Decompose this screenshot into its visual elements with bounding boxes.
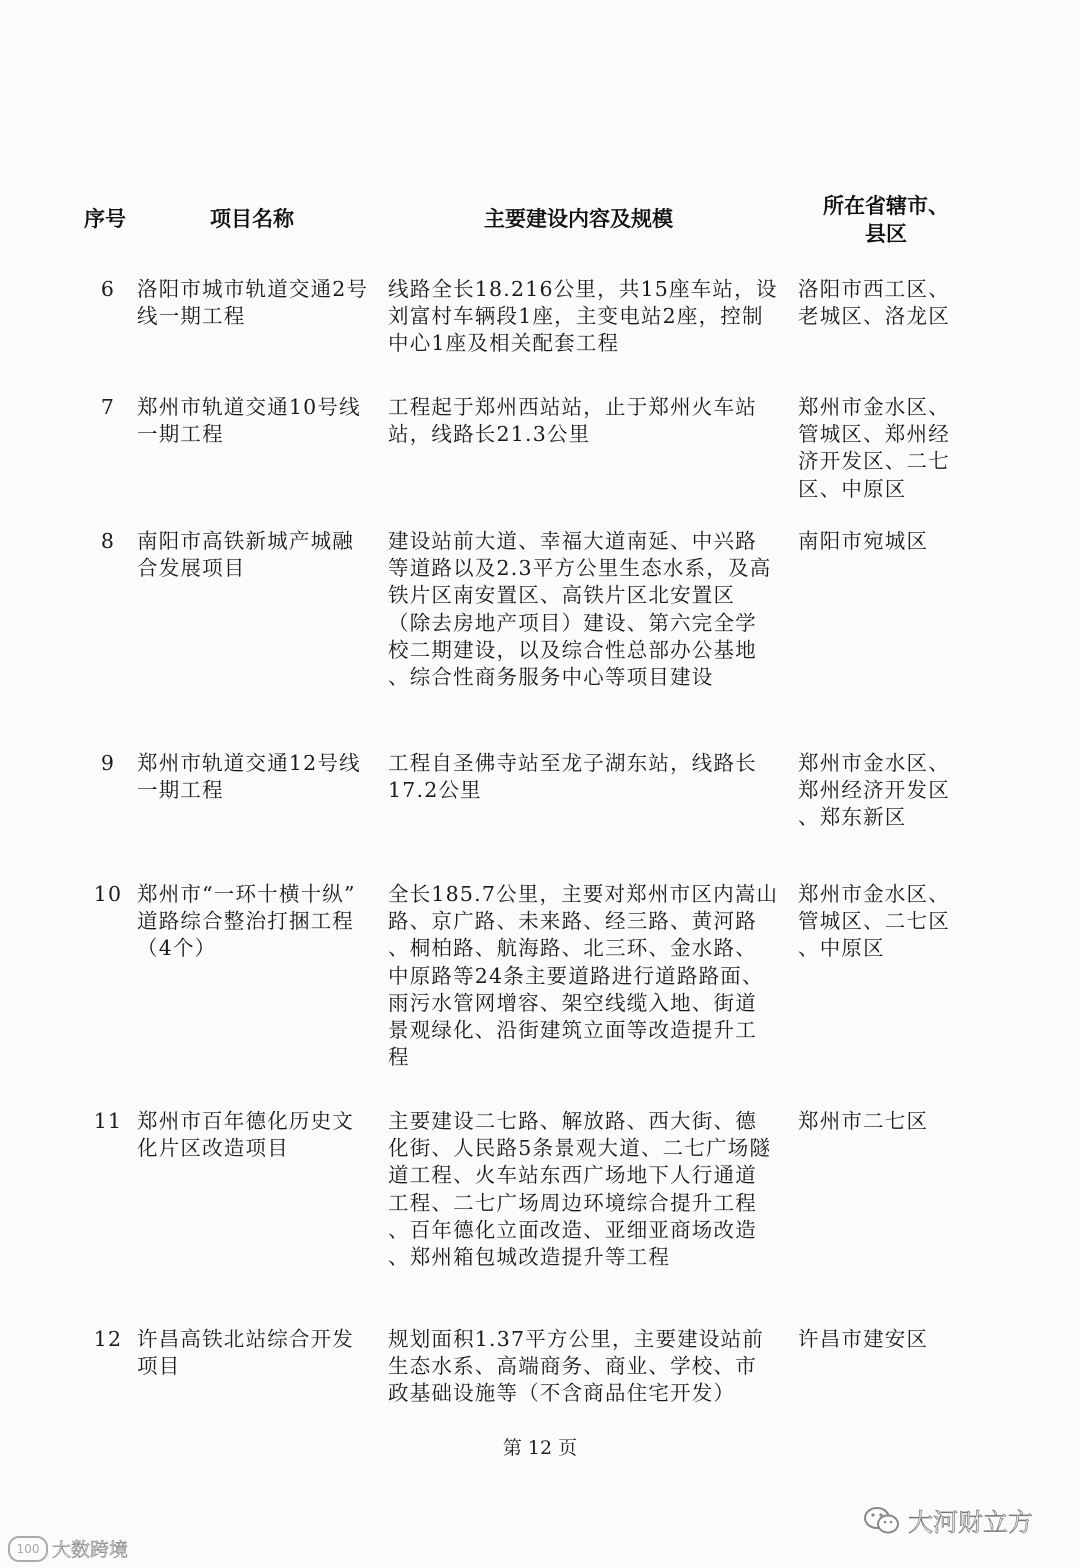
project-content: 工程起于郑州西站站，止于郑州火车站 站，线路长21.3公里	[388, 395, 757, 447]
header-project-name: 项目名称	[210, 206, 294, 231]
watermark-left-text: 大数跨境	[52, 1539, 129, 1561]
row-number: 8	[100, 529, 116, 553]
project-content: 规划面积1.37平方公里，主要建设站前 生态水系、高端商务、商业、学校、市 政基础设施等（不含商品住宅开发）	[388, 1327, 764, 1406]
project-name: 洛阳市城市轨道交通2号 线一期工程	[137, 277, 369, 329]
project-content: 工程自圣佛寺站至龙子湖东站，线路长 17.2公里	[388, 751, 757, 803]
wechat-icon	[862, 1505, 902, 1537]
project-content: 线路全长18.216公里，共15座车站，设 刘富村车辆段1座，主变电站2座，控制 中心1座及相关配套工程	[388, 277, 778, 356]
project-location: 洛阳市西工区、 老城区、洛龙区	[798, 277, 950, 329]
header-construction-content: 主要建设内容及规模	[484, 206, 673, 231]
project-name: 郑州市“一环十横十纵” 道路综合整治打捆工程 （4个）	[137, 882, 356, 961]
project-location: 南阳市宛城区	[798, 529, 929, 553]
project-name: 郑州市轨道交通12号线 一期工程	[137, 751, 361, 803]
row-number: 7	[100, 395, 116, 419]
page-number: 第 12 页	[502, 1437, 578, 1459]
brand-logo-icon: 100	[8, 1536, 48, 1562]
project-content: 全长185.7公里，主要对郑州市区内嵩山 路、京广路、未来路、经三路、黄河路 、桐柏路、航海路、北三环、金水路、 中原路等24条主要道路进行道路路面、 雨污水管网增容、架空线缆入地、街道 景观绿化、沿街建筑立面等改造提升工 程	[388, 882, 779, 1070]
watermark-right-text: 大河财立方	[908, 1508, 1034, 1537]
row-number: 12	[93, 1327, 123, 1351]
project-name: 郑州市百年德化历史文 化片区改造项目	[137, 1109, 354, 1161]
watermark-left	[8, 1535, 128, 1562]
project-name: 南阳市高铁新城产城融 合发展项目	[137, 529, 354, 581]
project-content: 建设站前大道、幸福大道南延、中兴路 等道路以及2.3平方公里生态水系，及高 铁片区南安置区、高铁片区北安置区 （除去房地产项目）建设、第六完全学 校二期建设，以及综合性总部办公基地 、综合性商务服务中心等项目建设	[388, 529, 772, 690]
row-number: 10	[93, 882, 123, 906]
project-name: 许昌高铁北站综合开发 项目	[137, 1327, 354, 1379]
project-location: 郑州市金水区、 郑州经济开发区 、郑东新区	[798, 751, 950, 830]
project-name: 郑州市轨道交通10号线 一期工程	[137, 395, 361, 447]
row-number: 9	[100, 751, 116, 775]
project-location: 许昌市建安区	[798, 1327, 929, 1351]
project-location: 郑州市二七区	[798, 1109, 929, 1133]
project-location: 郑州市金水区、 管城区、郑州经 济开发区、二七 区、中原区	[798, 395, 950, 501]
header-serial-number: 序号	[84, 206, 126, 231]
project-location: 郑州市金水区、 管城区、二七区 、中原区	[798, 882, 950, 961]
header-location: 所在省辖市、 县区	[823, 193, 949, 246]
project-content: 主要建设二七路、解放路、西大街、德 化街、人民路5条景观大道、二七广场隧 道工程、火车站东西广场地下人行通道 工程、二七广场周边环境综合提升工程 、百年德化立面改造、亚细亚商场改造 、郑州箱包城改造提升等工程	[388, 1109, 772, 1270]
watermark-right	[862, 1503, 1033, 1539]
row-number: 6	[100, 277, 116, 301]
row-number: 11	[93, 1109, 123, 1133]
